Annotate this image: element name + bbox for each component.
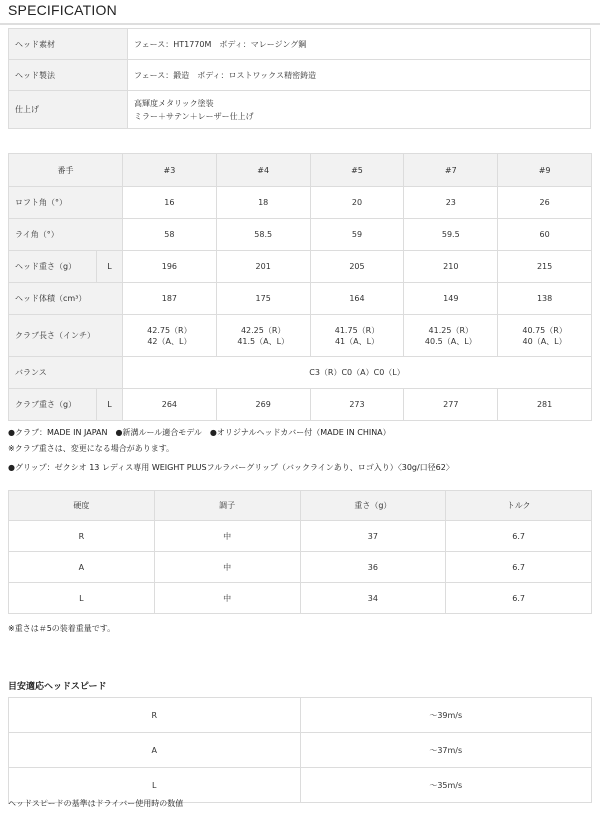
- spec-table: [8, 28, 591, 129]
- table-row: [9, 733, 592, 768]
- shaft-table: [8, 490, 592, 614]
- table-cell: [498, 315, 592, 357]
- row-label: ヘッド重さ（g）: [9, 251, 97, 283]
- table-row: [9, 521, 592, 552]
- table-cell: 277: [404, 389, 498, 421]
- table-cell: C3（R）C0（A）C0（L）: [123, 357, 592, 389]
- spec-row: [9, 91, 591, 129]
- spec-value-line: 高輝度メタリック塗装: [134, 98, 214, 108]
- table-cell: 中: [154, 583, 300, 614]
- row-label: ロフト角（°）: [9, 187, 123, 219]
- cell-line: 41.75（R）: [334, 325, 380, 335]
- row-label: バランス: [9, 357, 123, 389]
- row-label: ライ角（°）: [9, 219, 123, 251]
- row-sublabel: L: [97, 389, 123, 421]
- cell-line: 42（A、L）: [147, 336, 192, 346]
- table-row: [9, 583, 592, 614]
- table-cell: 60: [498, 219, 592, 251]
- table-cell: R: [9, 521, 155, 552]
- table-cell: [216, 315, 310, 357]
- column-header: #5: [310, 154, 404, 187]
- spec-value: フェース：鍛造 ボディ：ロストワックス精密鋳造: [128, 60, 591, 91]
- shaft-weight-note: ※重さは＃5の装着重量です。: [8, 624, 116, 633]
- table-header-row: [9, 154, 592, 187]
- table-cell: 6.7: [446, 552, 592, 583]
- table-cell: 58.5: [216, 219, 310, 251]
- loft-spec-table: [8, 153, 592, 421]
- table-cell: 215: [498, 251, 592, 283]
- table-cell: 281: [498, 389, 592, 421]
- table-cell: 187: [123, 283, 217, 315]
- table-cell: [404, 315, 498, 357]
- table-cell: 175: [216, 283, 310, 315]
- head-speed-table: [8, 697, 592, 803]
- table-row: [9, 552, 592, 583]
- column-header: 硬度: [9, 491, 155, 521]
- table-cell: ～39m/s: [300, 698, 592, 733]
- cell-line: 40（A、L）: [522, 336, 567, 346]
- table-cell: 37: [300, 521, 446, 552]
- spec-label: 仕上げ: [9, 91, 128, 129]
- table-cell: 269: [216, 389, 310, 421]
- column-header: トルク: [446, 491, 592, 521]
- cell-line: 41（A、L）: [334, 336, 380, 346]
- table-cell: [123, 315, 217, 357]
- table-cell: 36: [300, 552, 446, 583]
- table-row: [9, 698, 592, 733]
- page-title: SPECIFICATION: [8, 2, 117, 18]
- cell-line: 41.25（R）: [428, 325, 474, 335]
- table-cell: 59: [310, 219, 404, 251]
- column-header: #4: [216, 154, 310, 187]
- table-row: [9, 283, 592, 315]
- column-header: #3: [123, 154, 217, 187]
- column-header: 調子: [154, 491, 300, 521]
- table-cell: L: [9, 768, 301, 803]
- spec-row: [9, 60, 591, 91]
- table-cell: ～35m/s: [300, 768, 592, 803]
- cell-line: 40.75（R）: [522, 325, 567, 335]
- table-cell: 34: [300, 583, 446, 614]
- table-row: [9, 251, 592, 283]
- table-cell: 138: [498, 283, 592, 315]
- table-cell: 6.7: [446, 521, 592, 552]
- table-cell: 18: [216, 187, 310, 219]
- table-row: [9, 389, 592, 421]
- row-label: クラブ長さ（インチ）: [9, 315, 123, 357]
- table-cell: [310, 315, 404, 357]
- table-header-row: [9, 491, 592, 521]
- spec-row: [9, 29, 591, 60]
- spec-label: ヘッド素材: [9, 29, 128, 60]
- table-cell: 201: [216, 251, 310, 283]
- table-cell: 273: [310, 389, 404, 421]
- table-cell: 中: [154, 521, 300, 552]
- club-weight-note: ※クラブ重さは、変更になる場合があります。: [8, 444, 175, 453]
- table-cell: 58: [123, 219, 217, 251]
- table-cell: 164: [310, 283, 404, 315]
- table-cell: 23: [404, 187, 498, 219]
- column-header: #7: [404, 154, 498, 187]
- spec-label: ヘッド製法: [9, 60, 128, 91]
- table-cell: A: [9, 552, 155, 583]
- cell-line: 40.5（A、L）: [424, 336, 477, 346]
- table-cell: 196: [123, 251, 217, 283]
- table-cell: 6.7: [446, 583, 592, 614]
- table-row: [9, 219, 592, 251]
- table-row: [9, 315, 592, 357]
- cell-line: 41.5（A、L）: [237, 336, 290, 346]
- head-speed-note: ヘッドスピードの基準はドライバー使用時の数値: [8, 799, 184, 808]
- table-cell: 149: [404, 283, 498, 315]
- title-divider: [0, 23, 600, 25]
- row-sublabel: L: [97, 251, 123, 283]
- table-cell: 16: [123, 187, 217, 219]
- column-header: 重さ（g）: [300, 491, 446, 521]
- table-cell: 中: [154, 552, 300, 583]
- table-cell: 210: [404, 251, 498, 283]
- table-cell: 20: [310, 187, 404, 219]
- table-cell: L: [9, 583, 155, 614]
- club-note: ●クラブ：MADE IN JAPAN ●新溝ルール適合モデル ●オリジナルヘッドカバー付（MADE IN CHINA）: [8, 428, 391, 437]
- spec-value: [128, 91, 591, 129]
- spec-value: フェース：HT1770M ボディ：マレージング鋼: [128, 29, 591, 60]
- table-cell: A: [9, 733, 301, 768]
- table-row: [9, 357, 592, 389]
- row-label: クラブ重さ（g）: [9, 389, 97, 421]
- column-header: #9: [498, 154, 592, 187]
- cell-line: 42.25（R）: [240, 325, 286, 335]
- table-cell: 26: [498, 187, 592, 219]
- row-label: ヘッド体積（cm³）: [9, 283, 123, 315]
- column-header: 番手: [9, 154, 123, 187]
- section-title: 目安適応ヘッドスピード: [8, 682, 107, 692]
- table-cell: 205: [310, 251, 404, 283]
- spec-value-line: ミラー＋サテン＋レーザー仕上げ: [134, 111, 254, 121]
- table-row: [9, 187, 592, 219]
- table-cell: ～37m/s: [300, 733, 592, 768]
- table-cell: 59.5: [404, 219, 498, 251]
- cell-line: 42.75（R）: [147, 325, 192, 335]
- table-cell: R: [9, 698, 301, 733]
- table-cell: 264: [123, 389, 217, 421]
- grip-note: ●グリップ：ゼクシオ 13 レディス専用 WEIGHT PLUSフルラバーグリップ（バックラインあり、ロゴ入り）〈30g/口径62〉: [8, 463, 454, 472]
